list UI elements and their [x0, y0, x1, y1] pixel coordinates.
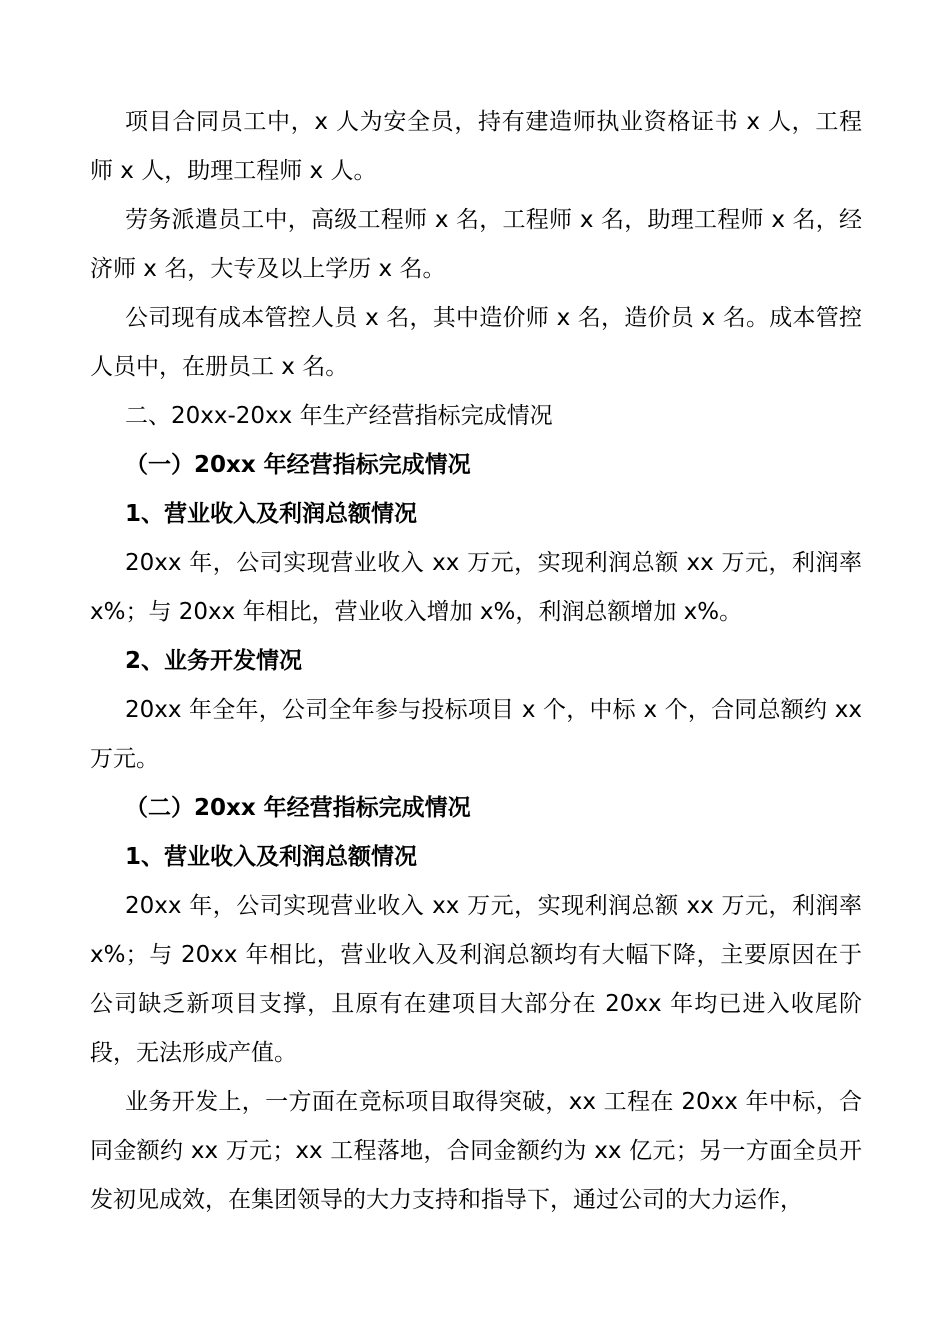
paragraph-cost-control: 公司现有成本管控人员 x 名，其中造价师 x 名，造价员 x 名。成本管控人员中，在册员工 x 名。: [90, 305, 862, 380]
paragraph-business-dev-2: 业务开发上，一方面在竞标项目取得突破，xx 工程在 20xx 年中标，合同金额约 xx 万元；xx 工程落地，合同金额约为 xx 亿元；另一方面全员开发初见成效，在集团领导的大力支持和指导下，通过公司的大力运作，: [90, 1089, 862, 1213]
paragraph-business-dev: 20xx 年全年，公司全年参与投标项目 x 个，中标 x 个，合同总额约 xx 万元。: [90, 697, 862, 772]
subsection-heading-2: （二）20xx 年经营指标完成情况: [125, 795, 471, 821]
section-heading-2: 二、20xx-20xx 年生产经营指标完成情况: [125, 403, 553, 429]
paragraph-revenue-2: 20xx 年，公司实现营业收入 xx 万元，实现利润总额 xx 万元，利润率 x%；与 20xx 年相比，营业收入及利润总额均有大幅下降，主要原因在于公司缺乏新项目支撑，且原有在建项目大部分在 20xx 年均已进入收尾阶段，无法形成产值。: [90, 893, 862, 1066]
item-heading-revenue-1: 1、营业收入及利润总额情况: [125, 501, 418, 527]
item-heading-business-dev: 2、业务开发情况: [125, 648, 303, 674]
paragraph-staff-dispatch: 劳务派遣员工中，高级工程师 x 名，工程师 x 名，助理工程师 x 名，经济师 x 名，大专及以上学历 x 名。: [90, 207, 862, 282]
document-body: [90, 98, 862, 1225]
subsection-heading-1: （一）20xx 年经营指标完成情况: [125, 452, 471, 478]
paragraph-staff-contract: 项目合同员工中，x 人为安全员，持有建造师执业资格证书 x 人，工程师 x 人，助理工程师 x 人。: [90, 109, 862, 184]
paragraph-revenue-1: 20xx 年，公司实现营业收入 xx 万元，实现利润总额 xx 万元，利润率 x%；与 20xx 年相比，营业收入增加 x%，利润总额增加 x%。: [90, 550, 862, 625]
item-heading-revenue-2: 1、营业收入及利润总额情况: [125, 844, 418, 870]
